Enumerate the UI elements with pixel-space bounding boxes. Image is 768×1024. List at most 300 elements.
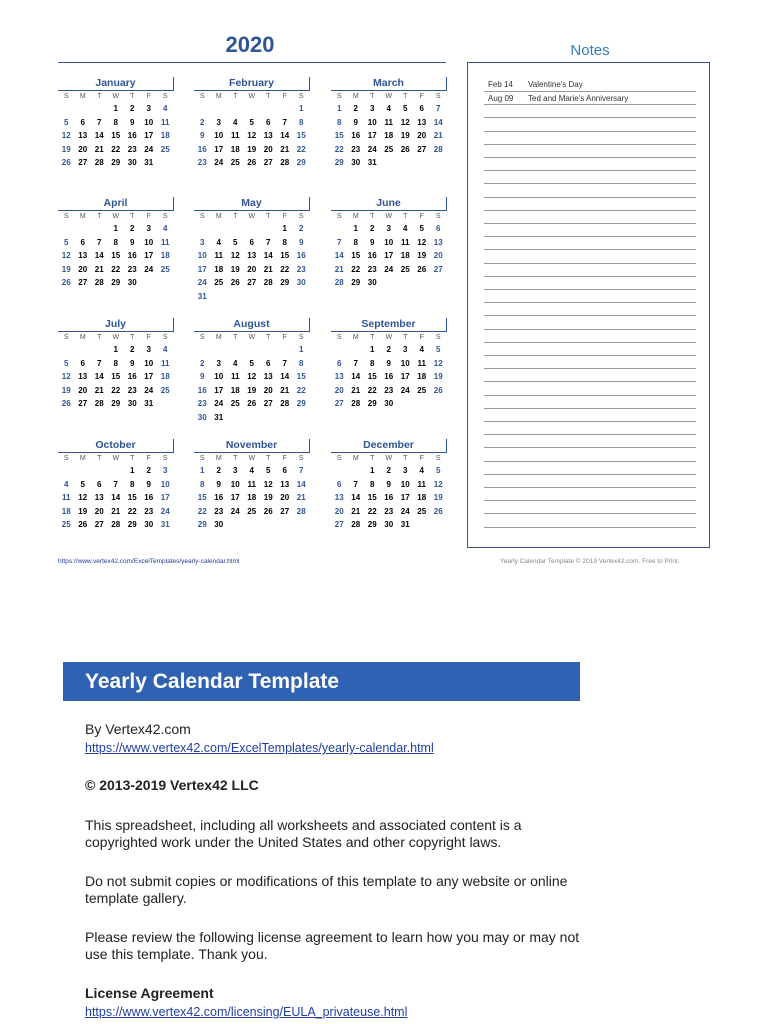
- month-november: [194, 439, 310, 532]
- day-cell: 12: [247, 131, 257, 140]
- weekday-header: T: [233, 213, 238, 220]
- day-cell: 26: [400, 144, 410, 154]
- day-cell: 1: [299, 104, 304, 113]
- day-cell: 18: [417, 372, 427, 381]
- weekday-header: S: [435, 213, 441, 220]
- weekday-header: M: [352, 334, 359, 341]
- day-cell: 12: [433, 358, 443, 368]
- day-cell: 18: [160, 131, 170, 140]
- day-cell: 16: [351, 131, 361, 140]
- day-cell: 11: [417, 358, 426, 368]
- day-cell: 11: [161, 237, 170, 247]
- day-cell: 10: [400, 479, 410, 489]
- day-cell: 20: [433, 251, 443, 260]
- day-cell: 8: [299, 117, 304, 127]
- weekday-header: W: [248, 334, 256, 341]
- day-cell: 25: [160, 264, 170, 274]
- day-cell: 16: [384, 493, 394, 502]
- day-cell: 28: [351, 399, 361, 408]
- day-cell: 23: [296, 264, 306, 274]
- day-cell: 13: [94, 493, 104, 502]
- day-cell: 8: [370, 358, 375, 368]
- weekday-header: W: [385, 213, 393, 220]
- weekday-header: S: [199, 334, 205, 341]
- note-line: [484, 144, 696, 145]
- license-heading: License Agreement: [85, 985, 214, 1001]
- day-grid: [331, 453, 447, 532]
- day-cell: 19: [61, 264, 71, 274]
- weekday-header: T: [266, 455, 271, 462]
- day-cell: 23: [384, 385, 394, 395]
- day-cell: 28: [433, 144, 443, 154]
- day-cell: 10: [400, 358, 410, 368]
- day-cell: 8: [130, 479, 135, 489]
- day-cell: 8: [113, 237, 118, 247]
- day-cell: 15: [111, 131, 121, 140]
- month-name: September: [331, 318, 447, 332]
- day-cell: 21: [433, 131, 443, 140]
- weekday-header: T: [130, 93, 135, 100]
- day-cell: 12: [61, 251, 71, 260]
- day-cell: 22: [111, 144, 121, 154]
- day-cell: 16: [127, 251, 137, 260]
- day-cell: 7: [337, 237, 342, 247]
- note-line: [484, 527, 696, 528]
- day-cell: 4: [419, 466, 424, 475]
- day-cell: 18: [61, 506, 71, 516]
- weekday-header: S: [298, 93, 304, 100]
- day-cell: 4: [233, 117, 238, 127]
- day-cell: 12: [247, 372, 257, 381]
- weekday-header: T: [403, 93, 408, 100]
- day-cell: 11: [161, 358, 170, 368]
- day-cell: 29: [296, 399, 306, 408]
- day-cell: 30: [127, 399, 137, 408]
- day-cell: 9: [370, 237, 375, 247]
- day-cell: 15: [111, 372, 121, 381]
- day-cell: 13: [247, 251, 257, 260]
- day-cell: 22: [127, 506, 137, 516]
- day-cell: 1: [200, 466, 205, 475]
- note-line: [484, 170, 696, 171]
- day-cell: 2: [386, 466, 391, 475]
- empty-day: [194, 102, 211, 116]
- by-line: By Vertex42.com: [85, 721, 191, 737]
- weekday-header: S: [162, 93, 168, 100]
- day-cell: 14: [351, 493, 361, 502]
- day-cell: 8: [113, 358, 118, 368]
- day-cell: 2: [370, 224, 375, 233]
- day-cell: 22: [296, 144, 306, 154]
- day-cell: 29: [127, 520, 137, 529]
- empty-day: [108, 464, 125, 478]
- day-cell: 8: [113, 117, 118, 127]
- day-cell: 4: [163, 104, 168, 113]
- day-cell: 22: [111, 385, 121, 395]
- by-url-link[interactable]: https://www.vertex42.com/ExcelTemplates/yearly-calendar.html: [85, 741, 434, 755]
- weekday-header: S: [435, 93, 441, 100]
- day-cell: 24: [160, 506, 170, 516]
- weekday-header: T: [97, 455, 102, 462]
- weekday-header: T: [266, 213, 271, 220]
- day-cell: 2: [353, 104, 358, 113]
- day-cell: 9: [216, 479, 221, 489]
- weekday-header: S: [162, 334, 168, 341]
- note-line: [484, 249, 696, 250]
- day-cell: 20: [334, 385, 344, 395]
- note-line: [484, 447, 696, 448]
- day-cell: 14: [351, 372, 361, 381]
- weekday-header: S: [63, 213, 69, 220]
- weekday-header: S: [298, 334, 304, 341]
- day-cell: 3: [403, 466, 408, 475]
- note-line: [484, 91, 696, 92]
- day-cell: 6: [282, 466, 287, 475]
- month-name: May: [194, 197, 310, 211]
- day-cell: 21: [94, 264, 104, 274]
- day-cell: 8: [353, 237, 358, 247]
- day-cell: 25: [214, 278, 224, 287]
- empty-day: [211, 102, 228, 116]
- day-cell: 22: [280, 264, 290, 274]
- day-cell: 3: [216, 117, 221, 127]
- day-cell: 18: [247, 493, 257, 502]
- day-cell: 29: [111, 399, 121, 408]
- day-cell: 29: [334, 158, 344, 167]
- day-cell: 23: [144, 506, 154, 516]
- day-cell: 30: [127, 158, 137, 167]
- day-cell: 10: [144, 237, 154, 247]
- weekday-header: T: [403, 213, 408, 220]
- empty-day: [244, 102, 261, 116]
- note-date: Feb 14: [488, 80, 513, 89]
- note-line: [484, 276, 696, 277]
- empty-day: [227, 222, 244, 236]
- weekday-header: F: [419, 334, 424, 341]
- weekday-header: S: [162, 455, 168, 462]
- day-cell: 6: [97, 479, 102, 489]
- note-line: [484, 183, 696, 184]
- day-cell: 25: [417, 385, 427, 395]
- weekday-header: M: [79, 213, 86, 220]
- day-cell: 20: [78, 385, 88, 395]
- weekday-header: S: [199, 455, 205, 462]
- day-cell: 6: [436, 224, 441, 233]
- day-cell: 6: [80, 117, 85, 127]
- day-cell: 14: [111, 493, 121, 502]
- month-march: [331, 77, 447, 170]
- day-cell: 27: [334, 399, 344, 408]
- day-cell: 7: [436, 104, 441, 113]
- day-cell: 11: [231, 131, 240, 140]
- day-cell: 12: [263, 479, 273, 489]
- day-cell: 23: [214, 506, 224, 516]
- day-cell: 9: [200, 131, 205, 140]
- day-cell: 6: [266, 358, 271, 368]
- day-cell: 3: [163, 466, 168, 475]
- day-cell: 31: [400, 520, 410, 529]
- day-cell: 19: [417, 251, 427, 260]
- day-cell: 16: [214, 493, 224, 502]
- day-cell: 16: [384, 372, 394, 381]
- weekday-header: F: [282, 455, 287, 462]
- day-cell: 23: [197, 399, 207, 408]
- day-cell: 11: [161, 117, 170, 127]
- day-cell: 25: [247, 506, 257, 516]
- weekday-header: S: [435, 334, 441, 341]
- weekday-header: T: [266, 334, 271, 341]
- weekday-header: S: [162, 213, 168, 220]
- weekday-header: M: [79, 455, 86, 462]
- day-grid: [58, 453, 174, 532]
- month-name: June: [331, 197, 447, 211]
- day-cell: 25: [417, 506, 427, 516]
- month-name: December: [331, 439, 447, 453]
- day-cell: 22: [334, 144, 344, 154]
- day-cell: 23: [197, 158, 207, 167]
- day-cell: 24: [400, 506, 410, 516]
- day-grid: [194, 211, 310, 303]
- day-cell: 15: [351, 251, 361, 260]
- day-cell: 3: [216, 358, 221, 368]
- day-cell: 6: [80, 358, 85, 368]
- day-cell: 13: [263, 372, 273, 381]
- day-cell: 10: [160, 479, 170, 489]
- day-cell: 9: [146, 479, 151, 489]
- weekday-header: S: [63, 334, 69, 341]
- day-cell: 30: [384, 399, 394, 408]
- day-cell: 15: [111, 251, 121, 260]
- day-cell: 18: [400, 251, 410, 260]
- day-cell: 20: [94, 506, 104, 516]
- day-cell: 13: [334, 372, 344, 381]
- weekday-header: W: [112, 213, 120, 220]
- empty-day: [277, 102, 294, 116]
- day-cell: 6: [419, 104, 424, 113]
- empty-day: [277, 343, 294, 357]
- day-cell: 22: [296, 385, 306, 395]
- day-cell: 16: [197, 385, 207, 395]
- day-cell: 4: [386, 104, 391, 113]
- weekday-header: M: [79, 334, 86, 341]
- notes-title: Notes: [570, 42, 610, 59]
- title-banner: [63, 662, 580, 701]
- empty-day: [58, 222, 75, 236]
- day-cell: 29: [111, 278, 121, 287]
- month-january: [58, 77, 174, 170]
- note-line: [484, 461, 696, 462]
- day-cell: 11: [214, 251, 223, 260]
- day-cell: 2: [200, 358, 205, 368]
- day-cell: 27: [78, 278, 88, 287]
- month-october: [58, 439, 174, 532]
- weekday-header: M: [352, 213, 359, 220]
- day-cell: 1: [337, 104, 342, 113]
- day-cell: 25: [61, 520, 71, 529]
- empty-day: [75, 464, 92, 478]
- day-cell: 10: [367, 117, 377, 127]
- weekday-header: T: [370, 334, 375, 341]
- day-cell: 27: [263, 399, 273, 408]
- weekday-header: M: [215, 334, 222, 341]
- empty-day: [227, 343, 244, 357]
- day-cell: 23: [127, 264, 137, 274]
- day-cell: 3: [146, 224, 151, 233]
- copyright-heading: © 2013-2019 Vertex42 LLC: [85, 777, 259, 793]
- weekday-header: M: [215, 93, 222, 100]
- month-december: [331, 439, 447, 532]
- note-line: [484, 263, 696, 264]
- day-cell: 2: [130, 104, 135, 113]
- day-cell: 11: [417, 479, 426, 489]
- day-cell: 4: [163, 224, 168, 233]
- note-line: [484, 513, 696, 514]
- day-cell: 23: [384, 506, 394, 516]
- note-line: [484, 117, 696, 118]
- day-cell: 24: [400, 385, 410, 395]
- day-cell: 21: [280, 144, 290, 154]
- day-cell: 21: [94, 144, 104, 154]
- day-cell: 25: [230, 399, 240, 408]
- day-cell: 5: [436, 345, 441, 354]
- day-cell: 5: [64, 358, 69, 368]
- paragraph-copyright: This spreadsheet, including all worksheets and associated content is a copyrighted work under the United States and other copyright laws.: [85, 817, 522, 850]
- note-event: Valentine's Day: [528, 80, 583, 89]
- day-cell: 23: [127, 144, 137, 154]
- day-cell: 28: [280, 399, 290, 408]
- day-cell: 29: [280, 278, 290, 287]
- weekday-header: S: [298, 213, 304, 220]
- day-cell: 24: [144, 144, 154, 154]
- weekday-header: S: [63, 455, 69, 462]
- weekday-header: F: [282, 93, 287, 100]
- note-line: [484, 408, 696, 409]
- day-cell: 1: [113, 345, 118, 354]
- day-cell: 4: [216, 237, 221, 247]
- day-cell: 26: [61, 399, 71, 408]
- day-grid: [194, 453, 310, 532]
- empty-day: [260, 222, 277, 236]
- day-grid: [331, 91, 447, 170]
- day-cell: 29: [367, 520, 377, 529]
- empty-day: [58, 464, 75, 478]
- day-cell: 19: [247, 385, 257, 395]
- day-cell: 6: [337, 358, 342, 368]
- day-cell: 5: [233, 237, 238, 247]
- day-cell: 26: [61, 158, 71, 167]
- footer-url-link[interactable]: https://www.vertex42.com/ExcelTemplates/yearly-calendar.html: [58, 558, 240, 565]
- license-url-link[interactable]: https://www.vertex42.com/licensing/EULA_privateuse.html: [85, 1005, 408, 1019]
- day-cell: 24: [367, 144, 377, 154]
- day-cell: 8: [337, 117, 342, 127]
- day-cell: 20: [263, 144, 273, 154]
- day-cell: 23: [367, 264, 377, 274]
- weekday-header: M: [215, 213, 222, 220]
- day-cell: 28: [111, 520, 121, 529]
- note-line: [484, 210, 696, 211]
- note-line: [484, 355, 696, 356]
- day-cell: 18: [384, 131, 394, 140]
- weekday-header: M: [352, 455, 359, 462]
- day-cell: 31: [144, 158, 154, 167]
- day-cell: 15: [334, 131, 344, 140]
- weekday-header: T: [370, 213, 375, 220]
- empty-day: [244, 343, 261, 357]
- empty-day: [75, 343, 92, 357]
- day-cell: 30: [384, 520, 394, 529]
- day-cell: 10: [144, 358, 154, 368]
- note-line: [484, 197, 696, 198]
- month-name: October: [58, 439, 174, 453]
- day-cell: 19: [61, 385, 71, 395]
- month-name: January: [58, 77, 174, 91]
- day-cell: 7: [353, 479, 358, 489]
- day-cell: 18: [214, 264, 224, 274]
- day-cell: 8: [299, 358, 304, 368]
- note-line: [484, 329, 696, 330]
- weekday-header: T: [233, 334, 238, 341]
- paragraph-license-review: Please review the following license agreement to learn how you may or may not use this template. Thank you.: [85, 929, 580, 962]
- day-cell: 16: [296, 251, 306, 260]
- banner-title: Yearly Calendar Template: [85, 670, 340, 693]
- day-cell: 12: [61, 131, 71, 140]
- day-cell: 21: [280, 385, 290, 395]
- weekday-header: T: [130, 213, 135, 220]
- day-cell: 17: [144, 131, 154, 140]
- day-cell: 5: [64, 237, 69, 247]
- day-cell: 17: [400, 493, 410, 502]
- day-cell: 7: [299, 466, 304, 475]
- weekday-header: S: [336, 93, 342, 100]
- day-cell: 24: [384, 264, 394, 274]
- day-cell: 30: [127, 278, 137, 287]
- day-cell: 1: [130, 466, 135, 475]
- day-cell: 10: [197, 251, 207, 260]
- day-cell: 13: [433, 237, 443, 247]
- weekday-header: F: [419, 93, 424, 100]
- day-cell: 2: [216, 466, 221, 475]
- day-grid: [58, 332, 174, 411]
- day-cell: 26: [417, 264, 427, 274]
- day-cell: 11: [247, 479, 256, 489]
- weekday-header: S: [336, 334, 342, 341]
- day-cell: 6: [266, 117, 271, 127]
- day-grid: [331, 211, 447, 290]
- day-cell: 8: [200, 479, 205, 489]
- day-cell: 30: [351, 158, 361, 167]
- day-cell: 21: [351, 506, 361, 516]
- empty-day: [227, 102, 244, 116]
- day-cell: 2: [130, 224, 135, 233]
- day-cell: 2: [130, 345, 135, 354]
- day-cell: 21: [351, 385, 361, 395]
- day-cell: 20: [263, 385, 273, 395]
- day-cell: 28: [94, 399, 104, 408]
- notes-box: [467, 62, 710, 548]
- day-cell: 1: [299, 345, 304, 354]
- empty-day: [260, 102, 277, 116]
- weekday-header: M: [79, 93, 86, 100]
- day-cell: 30: [197, 412, 207, 422]
- day-cell: 27: [78, 399, 88, 408]
- empty-day: [91, 464, 108, 478]
- day-cell: 17: [384, 251, 394, 260]
- day-cell: 2: [386, 345, 391, 354]
- weekday-header: T: [97, 334, 102, 341]
- weekday-header: W: [248, 93, 256, 100]
- day-cell: 16: [127, 372, 137, 381]
- day-cell: 1: [370, 466, 375, 475]
